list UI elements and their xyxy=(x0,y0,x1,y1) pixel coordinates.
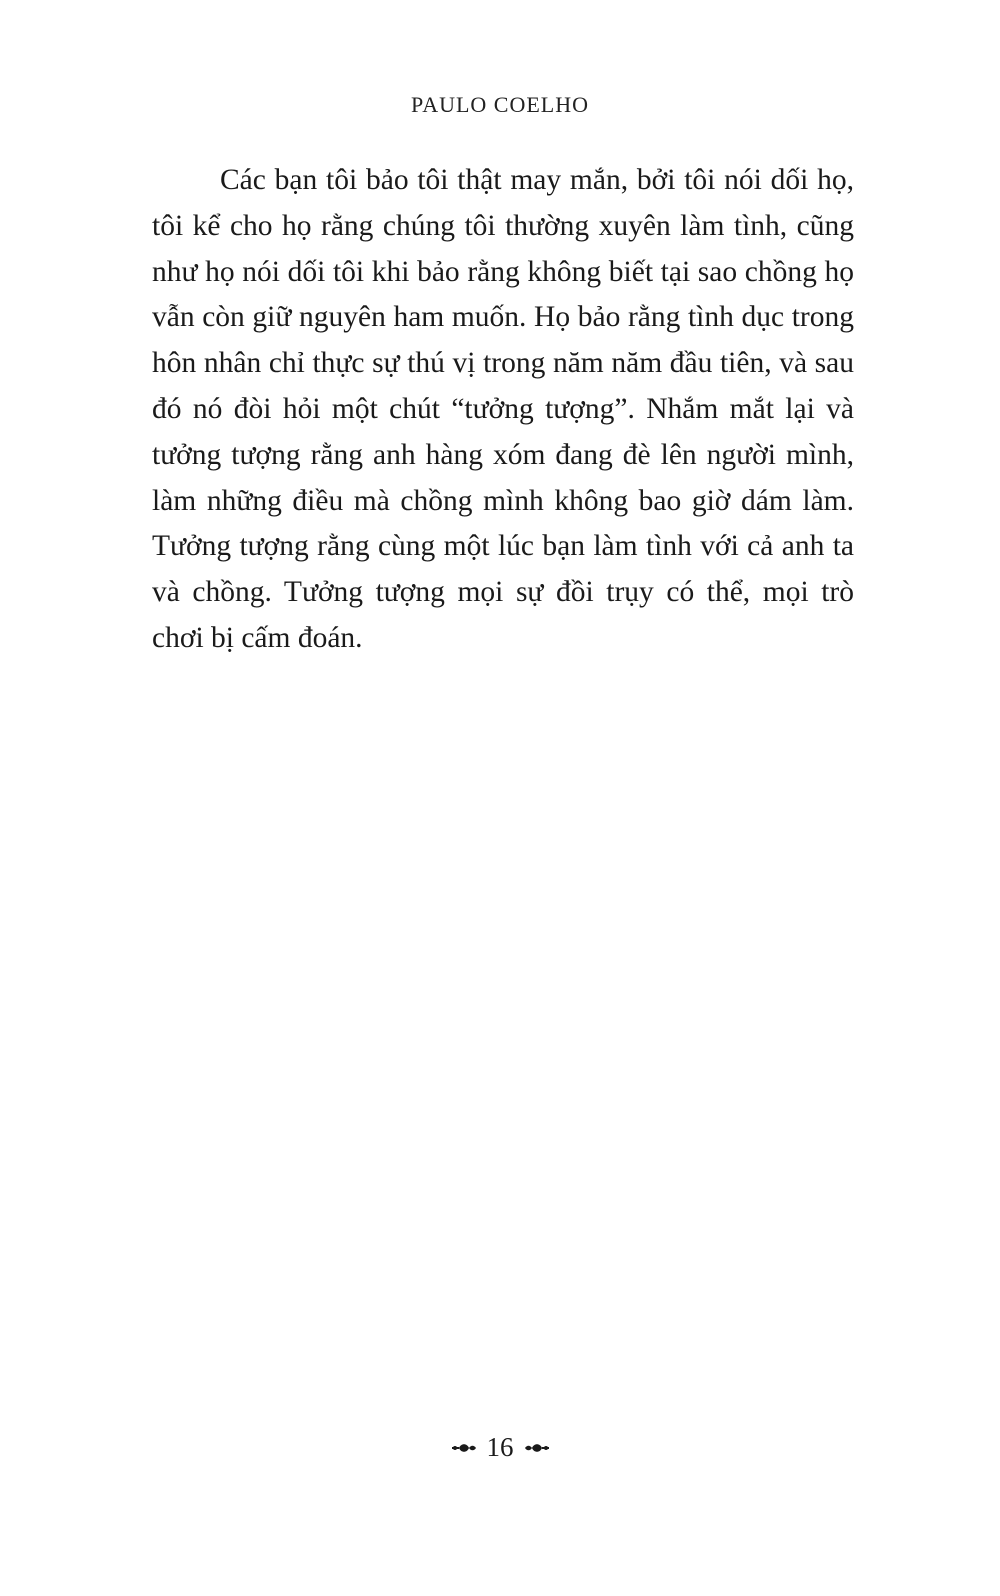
page-number: 16 xyxy=(486,1432,514,1462)
running-head-author: PAULO COELHO xyxy=(410,92,590,117)
fleuron-left-icon xyxy=(451,1440,477,1456)
body-paragraph: Các bạn tôi bảo tôi thật may mắn, bởi tôi nói dối họ, tôi kể cho họ rằng chúng tôi thường xuyên làm tình, cũng như họ nói dối tôi khi bảo rằng không biết tại sao chồng họ vẫn còn giữ nguyên ham muốn. Họ bảo rằng tình dục trong hôn nhân chỉ thực sự thú vị trong năm năm đầu tiên, và sau đó nó đòi hỏi một chút “tưởng tượng”. Nhắm mắt lại và tưởng tượng rằng anh hàng xóm đang đè lên người mình, làm những điều mà chồng mình không bao giờ dám làm. Tưởng tượng rằng cùng một lúc bạn làm tình với cả anh ta và chồng. Tưởng tượng mọi sự đồi trụy có thể, mọi trò chơi bị cấm đoán. xyxy=(152,164,854,654)
fleuron-right-icon xyxy=(524,1440,550,1456)
page-folio xyxy=(0,1432,1000,1463)
